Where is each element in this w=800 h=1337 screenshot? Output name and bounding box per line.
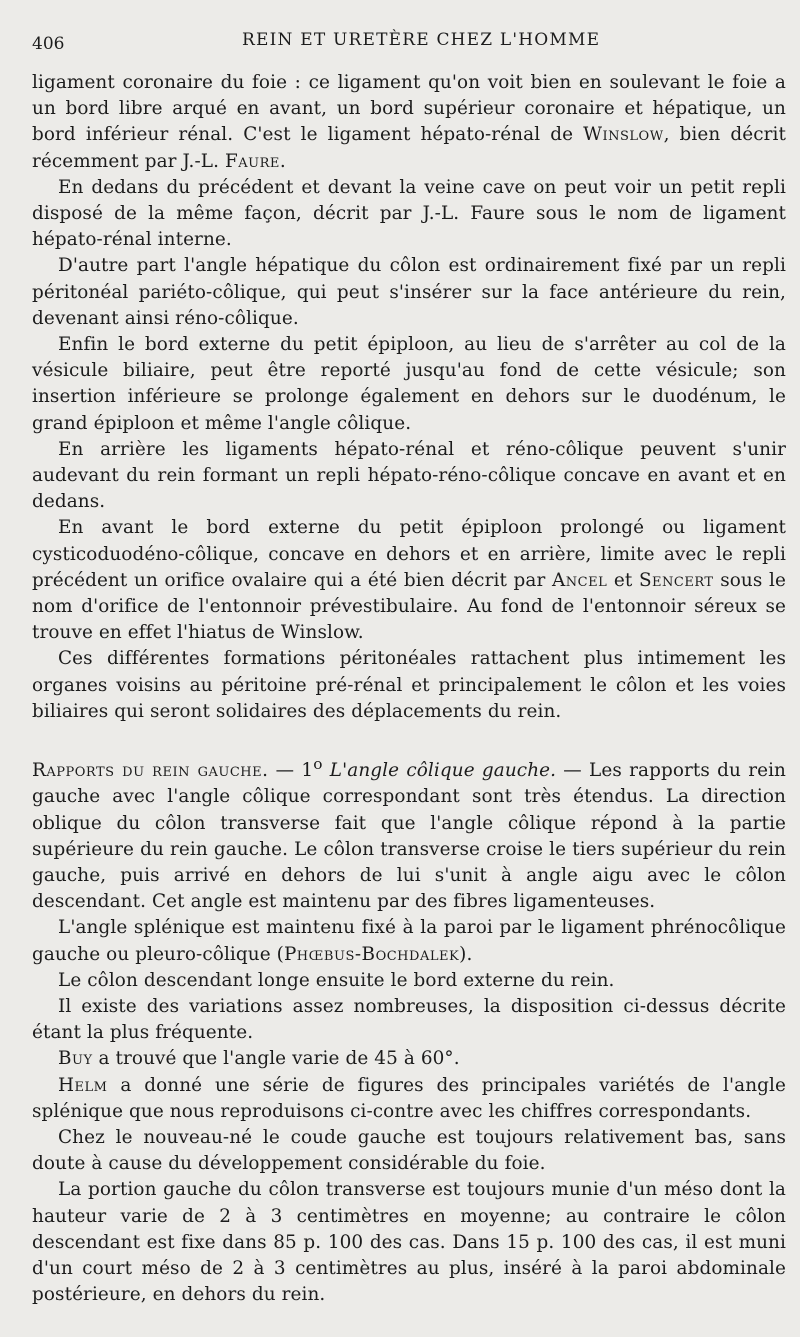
page-number: 406 bbox=[32, 34, 65, 54]
paragraph-12: Helm a donné une série de figures des principales variétés de l'angle splénique que nous reproduisons ci-contre avec les chiffres correspondants. bbox=[32, 1074, 786, 1122]
author-name: Helm bbox=[58, 1074, 108, 1096]
section-subtitle: L'angle côlique gauche. bbox=[329, 760, 557, 782]
author-name: Sencert bbox=[638, 569, 714, 591]
author-name: Winslow bbox=[583, 124, 664, 146]
author-name: Faure bbox=[224, 150, 280, 172]
paragraph-6: En avant le bord externe du petit épiploon prolongé ou ligament cysticoduodéno-côlique, concave en dehors et en arrière, limite avec le repli précédent un orifice ovalaire qui a été bien décrit par Ancel et Sencert sous le nom d'orifice de l'entonnoir prévestibulaire. Au fond de l'entonnoir séreux se trouve en effet l'hiatus de Winslow. bbox=[32, 517, 786, 644]
paragraph-10: Il existe des variations assez nombreuses, la disposition ci-dessus décrite étant la plus fréquente. bbox=[32, 996, 786, 1044]
paragraph-8: L'angle splénique est maintenu fixé à la paroi par le ligament phrénocôlique gauche ou pleuro-côlique (Phœbus-Bochdalek). bbox=[32, 917, 786, 965]
paragraph-2: En dedans du précédent et devant la veine cave on peut voir un petit repli disposé de la même façon, décrit par J.-L. Faure sous le nom de ligament hépato-rénal interne. bbox=[32, 176, 786, 251]
page-header bbox=[32, 26, 786, 66]
paragraph-7: Ces différentes formations péritonéales rattachent plus intimement les organes voisins au péritoine pré-rénal et principalement le côlon et les voies biliaires qui seront solidaires des déplacements du rein. bbox=[32, 648, 786, 722]
paragraph-5: En arrière les ligaments hépato-rénal et réno-côlique peuvent s'unir audevant du rein formant un repli hépato-réno-côlique concave en avant et en dedans. bbox=[32, 438, 786, 513]
ordinal-superscript: o bbox=[313, 755, 323, 774]
author-name: Buy bbox=[58, 1048, 93, 1070]
paragraph-4: Enfin le bord externe du petit épiploon, au lieu de s'arrêter au col de la vésicule biliaire, peut être reporté jusqu'au fond de cette vésicule; son insertion inférieure se prolonge également en dehors sur le duodénum, le grand épiploon et même l'angle côlique. bbox=[32, 334, 786, 434]
paragraph-13: Chez le nouveau-né le coude gauche est toujours relativement bas, sans doute à cause du développement considérable du foie. bbox=[32, 1127, 786, 1175]
paragraph-3: D'autre part l'angle hépatique du côlon est ordinairement fixé par un repli péritonéal pariéto-côlique, qui peut s'insérer sur la face antérieure du rein, devenant ainsi réno-côlique. bbox=[32, 255, 786, 329]
section-gap bbox=[32, 725, 786, 751]
paragraph-9: Le côlon descendant longe ensuite le bord externe du rein. bbox=[58, 969, 615, 991]
page-body bbox=[32, 70, 786, 1308]
section-paragraph: Rapports du rein gauche. — 1$^o$ L'angle côlique gauche. — Les rapports du rein gauche avec l'angle côlique correspondant sont très étendus. La direction oblique du côlon transverse fait que l'angle côlique répond à la partie supérieure du rein gauche. Le côlon transverse croise le tiers supérieur du rein gauche, puis arrivé en dehors de lui s'unit à angle aigu avec le côlon descendant. Cet angle est maintenu par des fibres ligamenteuses. bbox=[32, 755, 786, 913]
author-name: Phœbus-Bochdalek bbox=[283, 943, 460, 965]
paragraph-11: Buy a trouvé que l'angle varie de 45 à 60°. bbox=[58, 1048, 460, 1070]
running-title: REIN ET URETÈRE CHEZ L'HOMME bbox=[242, 30, 601, 50]
paragraph-14: La portion gauche du côlon transverse est toujours munie d'un méso dont la hauteur varie de 2 à 3 centimètres en moyenne; au contraire le côlon descendant est fixe dans 85 p. 100 des cas. Dans 15 p. 100 des cas, il est muni d'un court méso de 2 à 3 centimètres au plus, inséré à la paroi abdominale postérieure, en dehors du rein. bbox=[32, 1179, 786, 1306]
paragraph-1: ligament coronaire du foie : ce ligament qu'on voit bien en soulevant le foie a un bord libre arqué en avant, un bord supérieur coronaire et hépatique, un bord inférieur rénal. C'est le ligament hépato-rénal de Winslow, bien décrit récemment par J.-L. Faure. bbox=[32, 72, 786, 172]
author-name: Ancel bbox=[552, 569, 608, 591]
section-heading: Rapports du rein gauche. bbox=[32, 760, 269, 782]
